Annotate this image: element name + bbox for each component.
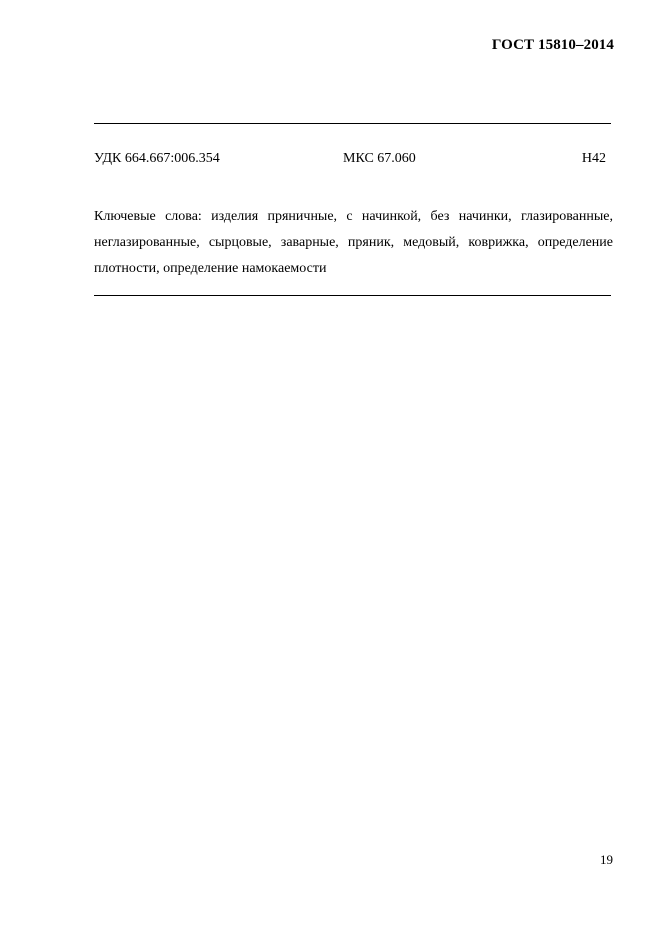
- bottom-divider: [94, 295, 611, 296]
- top-divider: [94, 123, 611, 124]
- keywords-paragraph: Ключевые слова: изделия пряничные, с начинкой, без начинки, глазированные, неглазированные, сырцовые, заварные, пряник, медовый, коврижка, определение плотности, определение намокаемости: [94, 209, 613, 276]
- classification-row: [94, 151, 606, 169]
- document-standard-code: ГОСТ 15810–2014: [491, 37, 614, 53]
- page-number: 19: [600, 852, 613, 867]
- udk-code: УДК 664.667:006.354: [94, 151, 220, 166]
- group-code: Н42: [581, 151, 606, 166]
- mks-code: МКС 67.060: [343, 151, 416, 166]
